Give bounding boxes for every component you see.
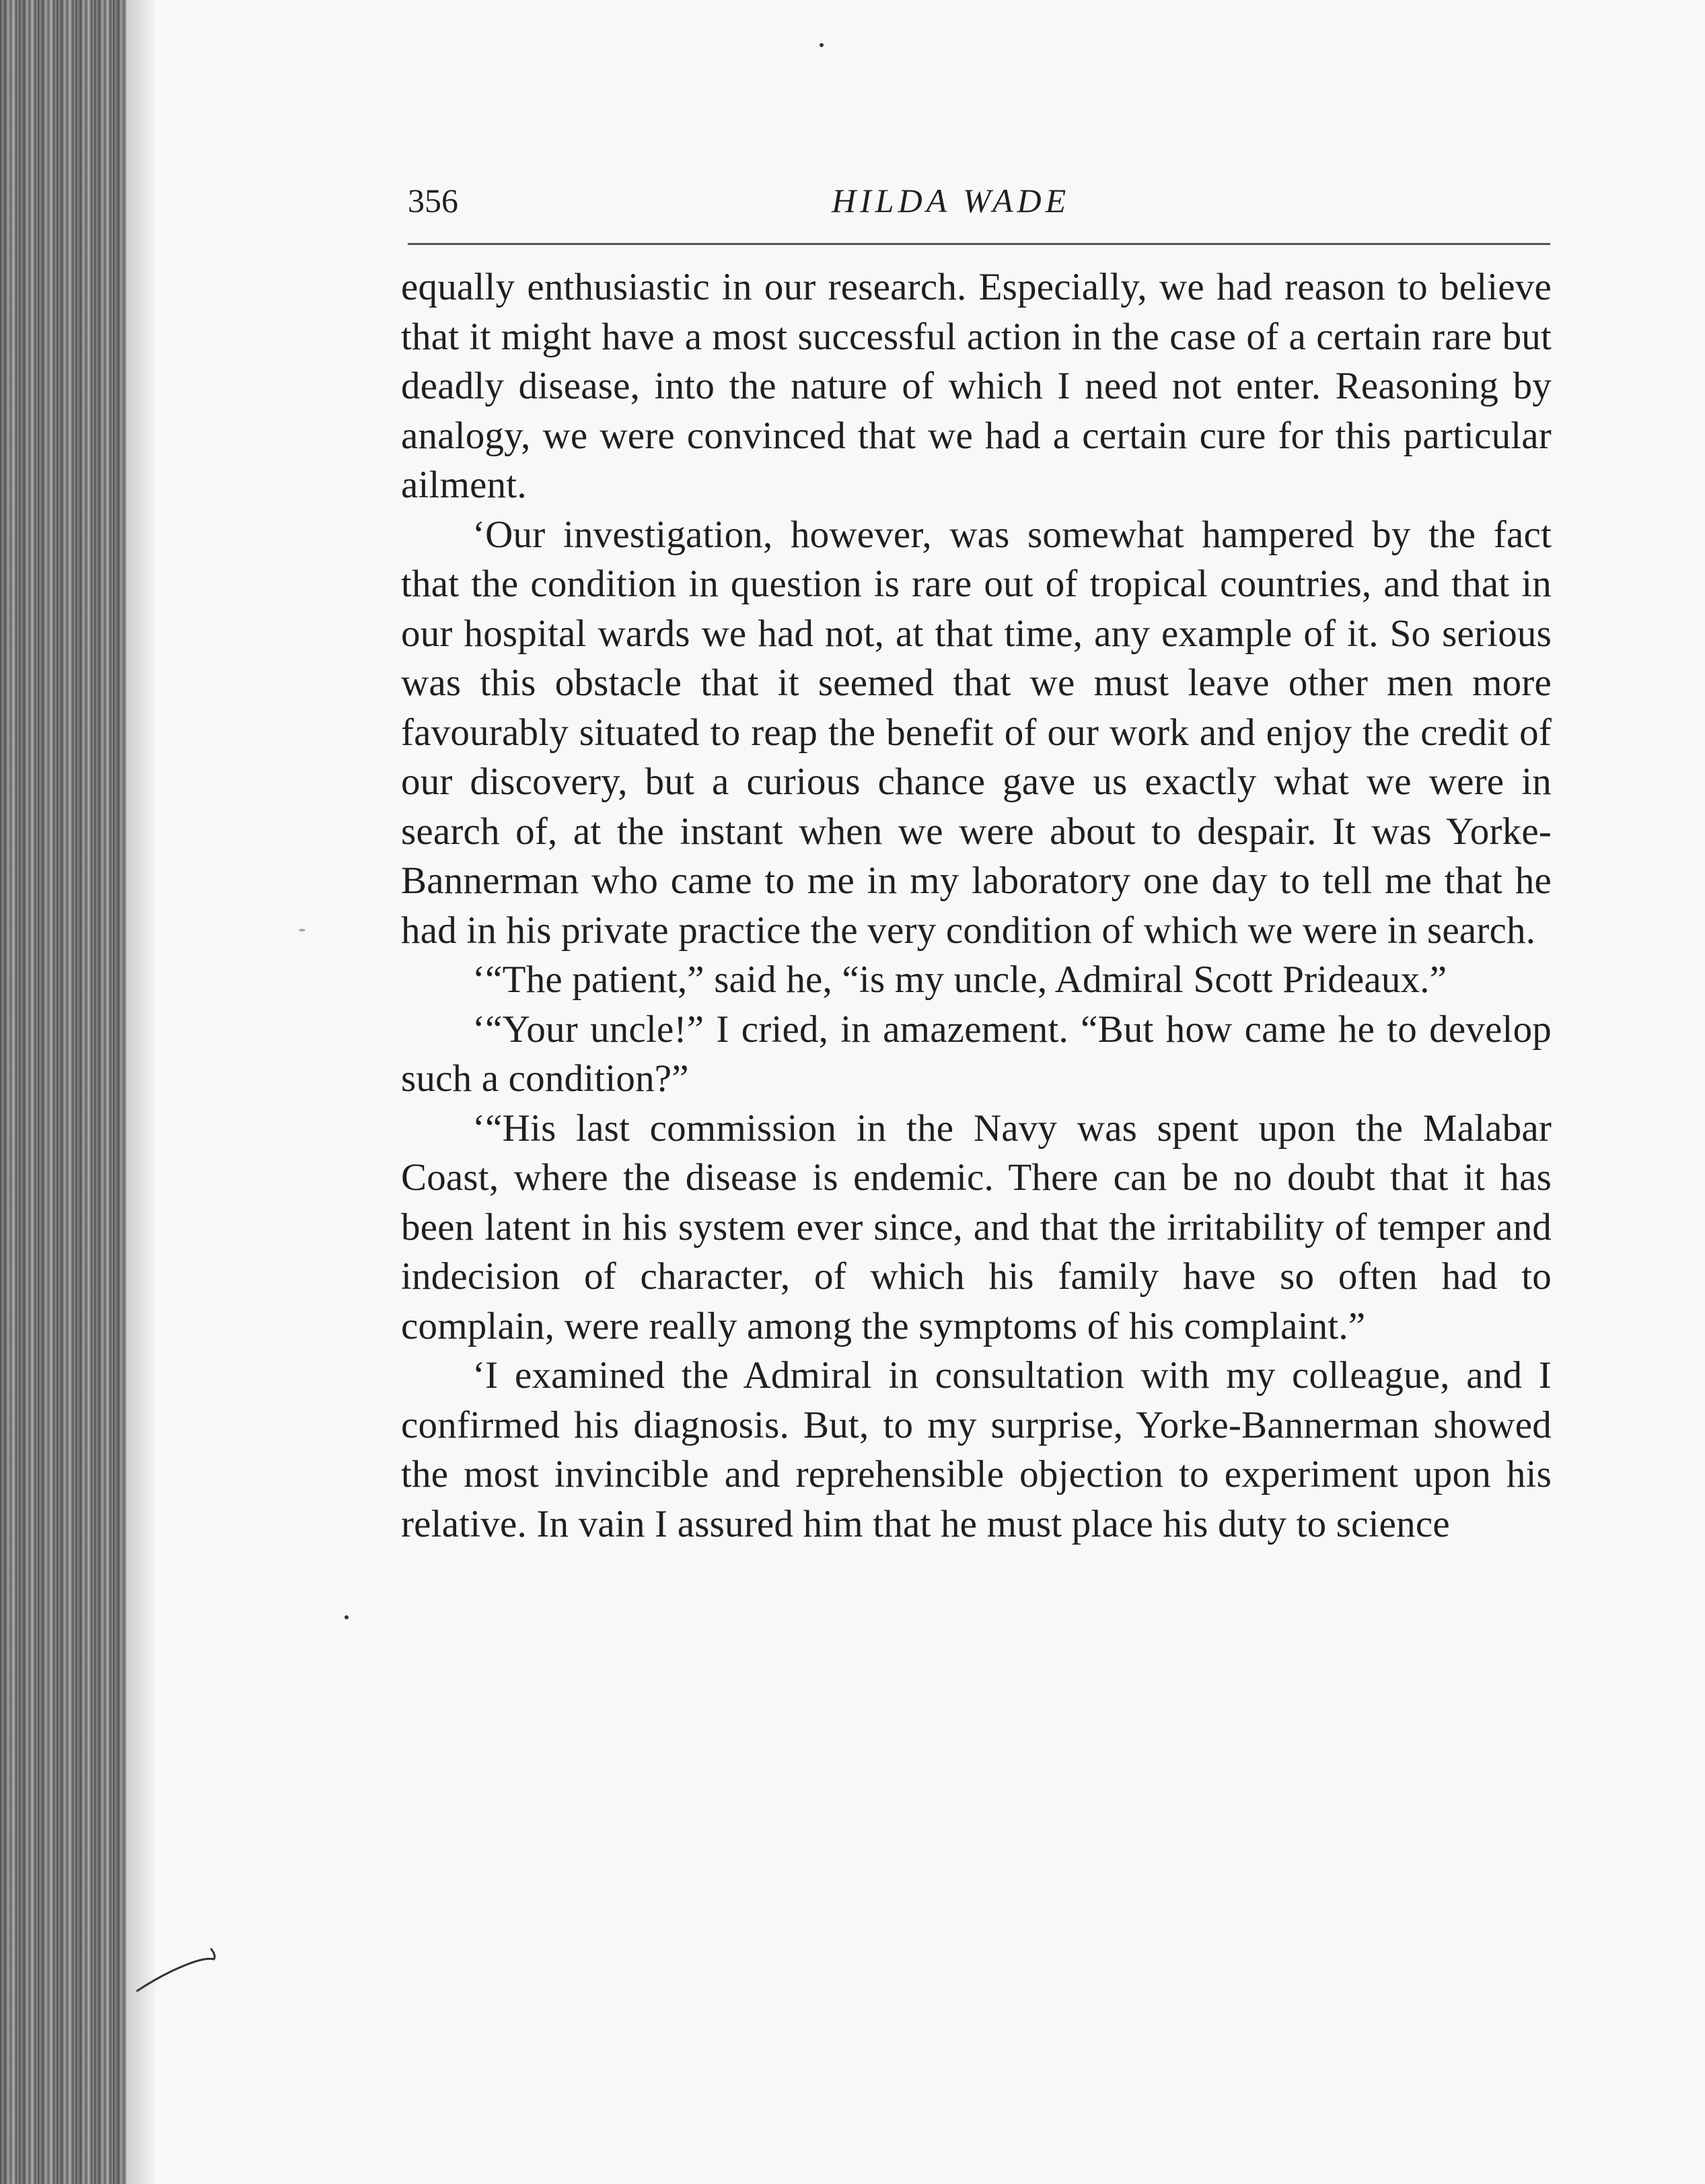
page-number: 356 bbox=[408, 182, 458, 219]
paragraph-4: ‘“Your uncle!” I cried, in amazement. “But how came he to develop such a condition?” bbox=[401, 1008, 1552, 1100]
ink-speck bbox=[820, 43, 824, 47]
ink-speck bbox=[299, 929, 305, 931]
ink-speck bbox=[344, 1615, 349, 1619]
paragraph-3: ‘“The patient,” said he, “is my uncle, Admiral Scott Prideaux.” bbox=[472, 958, 1447, 1001]
book-binding-edge bbox=[0, 0, 155, 2184]
running-title: HILDA WADE bbox=[832, 182, 1071, 219]
paragraph-2: ‘Our investigation, however, was somewhat hampered by the fact that the condition in question is rare out of tropical countries, and that in our hospital wards we had not, at that time, any example of it. So serious was this obstacle that it seemed that we must leave other men more favourably situated to reap the benefit of our work and enjoy the credit of our discovery, but a curious chance gave us exactly what we were in search of, at the instant when we were about to despair. It was Yorke-Bannerman who came to me in my laboratory one day to tell me that he had in his private practice the very condition of which we were in search. bbox=[401, 513, 1552, 952]
paragraph-6: ‘I examined the Admiral in consultation with my colleague, and I confirmed his diagnosis. But, to my surprise, Yorke-Bannerman showed the most invincible and reprehensible objection to experiment upon his relative. In vain I assured him that he must place his duty to science bbox=[401, 1354, 1552, 1545]
header-rule bbox=[408, 243, 1550, 245]
margin-pencil-mark bbox=[132, 1938, 219, 1999]
body-text bbox=[401, 262, 1552, 1549]
page-header bbox=[408, 176, 1550, 225]
paragraph-5: ‘“His last commission in the Navy was spent upon the Malabar Coast, where the disease is endemic. There can be no doubt that it has been latent in his system ever since, and that the irritability of temper and indecision of character, of which his family have so often had to complain, were really among the symptoms of his complaint.” bbox=[401, 1106, 1552, 1347]
paragraph-1: equally enthusiastic in our research. Especially, we had reason to believe that it might have a most successful action in the case of a certain rare but deadly disease, into the nature of which I need not enter. Reasoning by analogy, we were convinced that we had a certain cure for this particular ailment. bbox=[401, 266, 1552, 506]
